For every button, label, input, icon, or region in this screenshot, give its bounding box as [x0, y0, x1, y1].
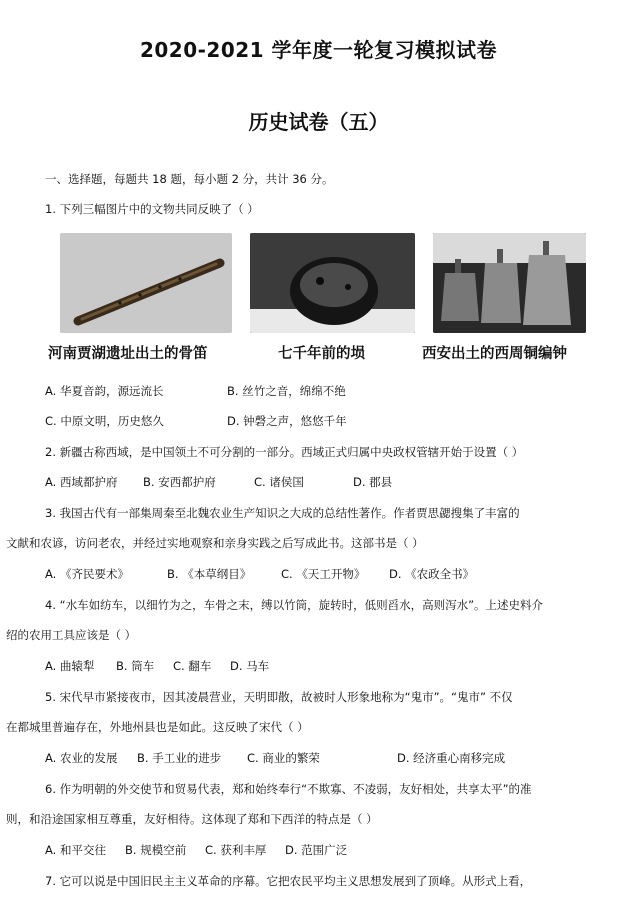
- option-d[interactable]: D. 郡县: [353, 475, 393, 489]
- question-6-options: [0, 842, 637, 858]
- figure-caption-3: 西安出土的西周铜编钟: [422, 345, 567, 362]
- figure-caption-1: 河南贾湖遗址出土的骨笛: [48, 345, 208, 362]
- option-a[interactable]: A. 曲辕犁: [45, 659, 95, 673]
- option-c[interactable]: C. 翻车: [173, 659, 212, 673]
- figure-caption-2: 七千年前的埙: [278, 345, 365, 362]
- option-b[interactable]: B. 手工业的进步: [137, 751, 222, 765]
- option-c[interactable]: C. 中原文明，历史悠久: [45, 414, 164, 428]
- question-1-options-row-2: [0, 413, 637, 429]
- option-b[interactable]: B. 规模空前: [125, 843, 187, 857]
- option-a[interactable]: A. 《齐民要术》: [45, 567, 129, 581]
- question-5-stem-line-1: 5. 宋代早市紧接夜市，因其凌晨营业，天明即散，故被时人形象地称为“鬼市”。“鬼市” 不仅: [45, 690, 513, 704]
- question-7-stem-line-1: 7. 它可以说是中国旧民主主义革命的序幕。它把农民平均主义思想发展到了顶峰。从形式上看，: [45, 874, 532, 888]
- option-c[interactable]: C. 商业的繁荣: [247, 751, 320, 765]
- option-d[interactable]: D. 范围广泛: [285, 843, 348, 857]
- question-2-stem: 2. 新疆古称西域，是中国领土不可分割的一部分。西域正式归属中央政权管辖开始于设置（ ）: [45, 445, 524, 459]
- option-a[interactable]: A. 西域都护府: [45, 475, 118, 489]
- option-a[interactable]: A. 农业的发展: [45, 751, 118, 765]
- option-d[interactable]: D. 《农政全书》: [389, 567, 475, 581]
- option-d[interactable]: D. 经济重心南移完成: [397, 751, 506, 765]
- question-4-stem-line-1: 4. “水车如纺车，以细竹为之，车骨之末，缚以竹筒，旋转时，低则舀水，高则泻水”。上述史料介: [45, 598, 544, 612]
- question-4-stem-line-2: 绍的农用工具应该是（ ）: [6, 628, 137, 642]
- question-1-stem: 1. 下列三幅图片中的文物共同反映了（ ）: [45, 202, 259, 216]
- option-b[interactable]: B. 丝竹之音，绵绵不绝: [227, 384, 346, 398]
- bone-flute-photo: [60, 233, 232, 333]
- option-a[interactable]: A. 华夏音韵，源远流长: [45, 384, 164, 398]
- question-3-stem-line-2: 文献和农谚，访问老农，并经过实地观察和亲身实践之后写成此书。这部书是（ ）: [6, 536, 424, 550]
- question-5-stem-line-2: 在都城里普遍存在，外地州县也是如此。这反映了宋代（ ）: [6, 720, 309, 734]
- question-6-stem-line-1: 6. 作为明朝的外交使节和贸易代表，郑和始终奉行“不欺寡、不凌弱，友好相处，共享太平”的准: [45, 782, 532, 796]
- option-c[interactable]: C. 诸侯国: [254, 475, 304, 489]
- question-3-stem-line-1: 3. 我国古代有一部集周秦至北魏农业生产知识之大成的总结性著作。作者贾思勰搜集了丰富的: [45, 506, 520, 520]
- question-4-options: [0, 658, 637, 674]
- exam-subtitle: 历史试卷（五）: [248, 110, 389, 134]
- bronze-bells-photo: [433, 233, 586, 333]
- option-c[interactable]: C. 获利丰厚: [205, 843, 267, 857]
- question-1-options-row-1: [0, 383, 637, 399]
- question-3-options: [0, 566, 637, 582]
- option-b[interactable]: B. 安西都护府: [143, 475, 216, 489]
- question-6-stem-line-2: 则，和沿途国家相互尊重，友好相待。这体现了郑和下西洋的特点是（ ）: [6, 812, 378, 826]
- option-a[interactable]: A. 和平交往: [45, 843, 106, 857]
- option-c[interactable]: C. 《天工开物》: [281, 567, 366, 581]
- option-b[interactable]: B. 《本草纲目》: [167, 567, 252, 581]
- exam-title: 2020-2021 学年度一轮复习模拟试卷: [139, 38, 498, 62]
- question-2-options: [0, 474, 637, 490]
- question-5-options: [0, 750, 637, 766]
- option-d[interactable]: D. 钟磬之声，悠悠千年: [227, 414, 347, 428]
- option-b[interactable]: B. 筒车: [116, 659, 155, 673]
- clay-xun-photo: [250, 233, 415, 333]
- section-intro: 一、选择题，每题共 18 题，每小题 2 分，共计 36 分。: [45, 172, 334, 186]
- option-d[interactable]: D. 马车: [230, 659, 270, 673]
